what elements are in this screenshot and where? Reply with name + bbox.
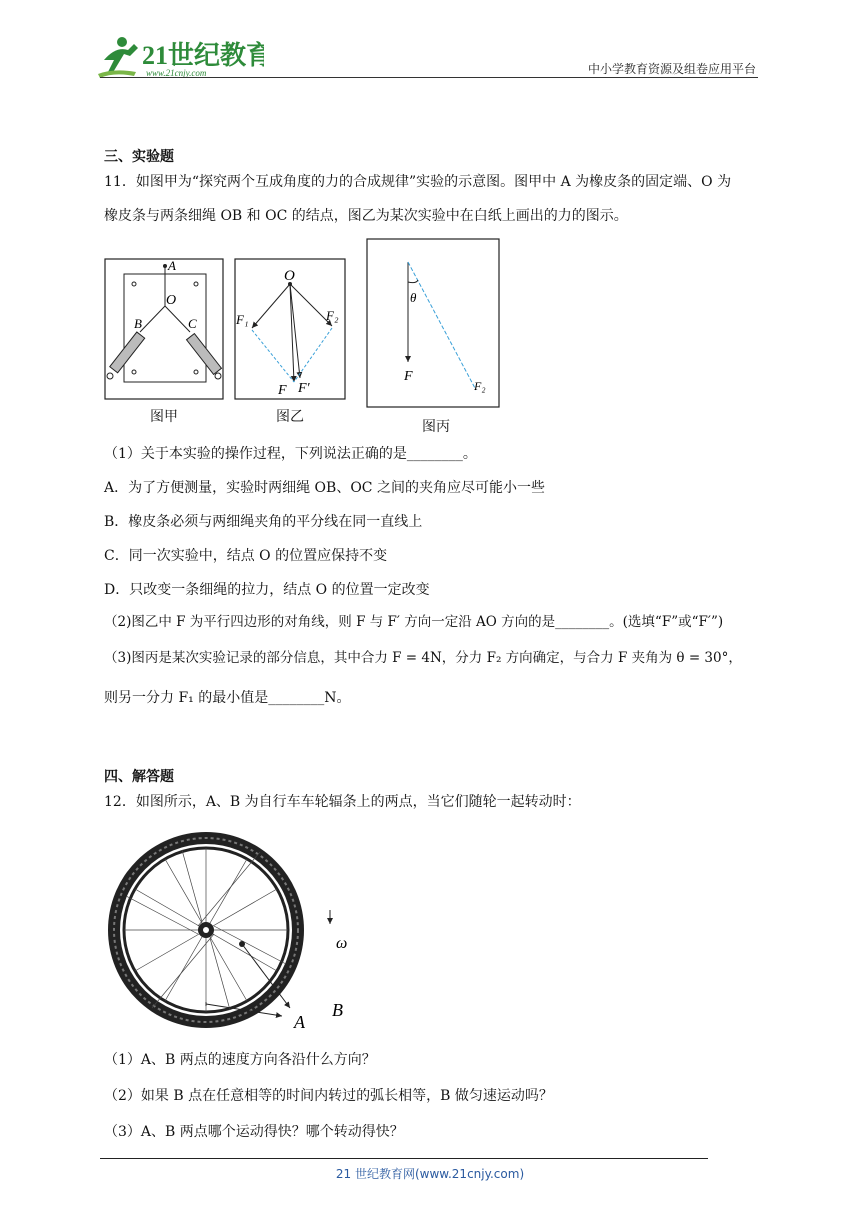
header-divider xyxy=(100,77,758,78)
q11-option-b: B．橡皮条必须与两细绳夹角的平分线在同一直线上 xyxy=(104,514,423,530)
section-title-experiment: 三、实验题 xyxy=(104,149,174,165)
svg-text:21世纪教育: 21世纪教育 xyxy=(142,41,264,70)
q11-sub2: （2)图乙中 F 为平行四边形的对角线，则 F 与 F′ 方向一定沿 AO 方向的是________。(选填“F”或“F′”) xyxy=(104,614,724,630)
svg-text:F′: F′ xyxy=(298,381,310,396)
footer-text: 21 世纪教育网(www.21cnjy.com) xyxy=(335,1167,525,1181)
q12-sub3: （3）A、B 两点哪个运动得快？哪个转动得快？ xyxy=(104,1124,404,1140)
figure-bicycle-wheel xyxy=(102,830,352,1030)
q12-text-line1: 12．如图所示，A、B 为自行车车轮辐条上的两点，当它们随轮一起转动时： xyxy=(104,794,581,810)
q11-option-d: D．只改变一条细绳的拉力，结点 O 的位置一定改变 xyxy=(104,582,430,598)
svg-text:F₂: F₂ xyxy=(474,379,486,393)
svg-text:ω: ω xyxy=(336,935,348,952)
caption-jia: 图甲 xyxy=(150,409,178,425)
q11-text-line1: 11．如图甲为“探究两个互成角度的力的合成规律”实验的示意图。图甲中 A 为橡皮条的固定端、O 为 xyxy=(104,174,732,190)
q11-option-a: A．为了方便测量，实验时两细绳 OB、OC 之间的夹角应尽可能小一些 xyxy=(104,480,545,496)
header-platform-text: 中小学教育资源及组卷应用平台 xyxy=(587,62,756,76)
svg-text:F: F xyxy=(404,369,413,384)
figure-yi xyxy=(234,258,346,400)
svg-text:B: B xyxy=(134,316,142,331)
svg-text:A: A xyxy=(294,1012,305,1030)
svg-text:O: O xyxy=(166,293,177,308)
svg-text:θ: θ xyxy=(410,290,417,305)
q12-sub2: （2）如果 B 点在任意相等的时间内转过的弧长相等，B 做匀速运动吗？ xyxy=(104,1088,553,1104)
svg-text:B: B xyxy=(332,1000,343,1020)
caption-bing: 图丙 xyxy=(422,419,450,435)
section-title-answer: 四、解答题 xyxy=(104,769,174,785)
svg-text:A: A xyxy=(168,258,176,273)
site-logo xyxy=(94,34,264,80)
q12-sub1: （1）A、B 两点的速度方向各沿什么方向？ xyxy=(104,1052,376,1068)
caption-yi: 图乙 xyxy=(276,409,304,425)
q11-sub3-line1: （3)图丙是某次实验记录的部分信息，其中合力 F = 4N，分力 F₂ 方向确定，与合力 F 夹角为 θ = 30°， xyxy=(104,650,742,666)
q11-sub1: （1）关于本实验的操作过程，下列说法正确的是________。 xyxy=(104,446,477,462)
svg-text:www.21cnjy.com: www.21cnjy.com xyxy=(146,68,207,78)
svg-text:O: O xyxy=(284,268,295,284)
svg-text:F₁: F₁ xyxy=(236,312,249,327)
q11-sub3-line2: 则另一分力 F₁ 的最小值是________N。 xyxy=(104,690,351,706)
q11-option-c: C．同一次实验中，结点 O 的位置应保持不变 xyxy=(104,548,388,564)
figure-bing xyxy=(366,238,500,408)
svg-text:F₂: F₂ xyxy=(326,308,339,323)
q11-text-line2: 橡皮条与两条细绳 OB 和 OC 的结点，图乙为某次实验中在白纸上画出的力的图示。 xyxy=(104,208,628,224)
footer-divider xyxy=(100,1158,708,1159)
svg-text:C: C xyxy=(188,316,197,331)
svg-text:F: F xyxy=(278,383,287,398)
figure-jia xyxy=(104,258,224,400)
